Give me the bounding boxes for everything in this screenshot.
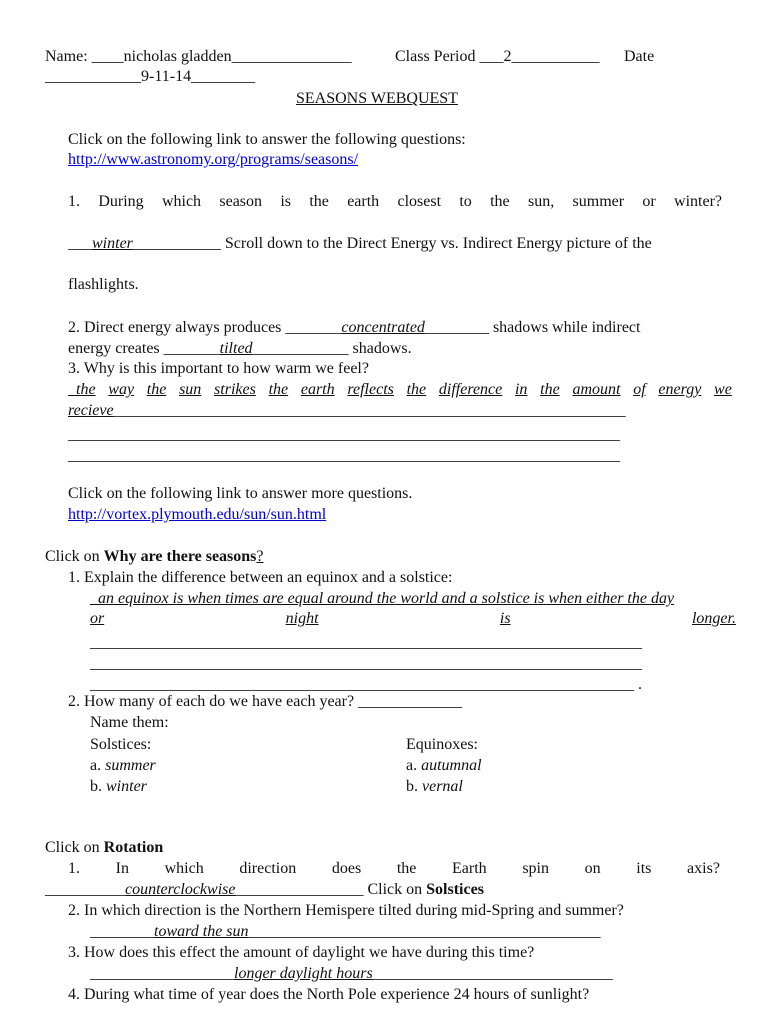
blank-answer-line-5: ____________________________________________________________________ . — [90, 676, 642, 693]
answer-word: of — [633, 381, 646, 398]
question-word: does — [331, 860, 362, 877]
click-rotation — [45, 838, 163, 858]
answer-winter-solstice: winter — [106, 778, 147, 795]
section2-q1-answer-1: _an equinox is when times are equal around the world and a solstice is when either the day — [90, 590, 675, 607]
answer-underline-lead: ___ — [68, 235, 92, 252]
class-period-value: 2 — [503, 48, 512, 65]
answer-word: earth — [300, 381, 335, 398]
answer-word: the — [540, 381, 560, 398]
answer-underline-tail: ________________ — [235, 881, 364, 898]
answer-concentrated: concentrated — [341, 319, 425, 336]
section1-question-3: 3. Why is this important to how warm we feel? — [68, 360, 369, 377]
question-word: winter? — [674, 193, 722, 210]
question-mark: ? — [256, 548, 264, 565]
solstices-label: Solstices: — [90, 736, 152, 753]
click-on-text: Click on — [367, 881, 427, 898]
question-word: the — [396, 860, 417, 877]
answer-underline-tail: ___________ — [132, 235, 221, 252]
letter-a: a. — [406, 757, 418, 774]
question-word: 1. — [68, 193, 80, 210]
date-label: Date — [624, 48, 655, 65]
answer-underline-tail: ______________________________ — [372, 965, 613, 982]
section2-link[interactable]: http://vortex.plymouth.edu/sun/sun.html — [68, 506, 327, 523]
q2-text-d: ____________ shadows. — [252, 340, 412, 357]
section3-question-1 — [68, 859, 720, 879]
why-seasons-target[interactable]: Why are there seasons — [103, 548, 257, 565]
answer-word: the — [268, 381, 289, 398]
question-word: Earth — [452, 860, 487, 877]
letter-b: b. — [90, 778, 102, 795]
class-label: Class Period ___ — [395, 48, 504, 65]
section1-question-2 — [68, 318, 640, 338]
section1-q1-answer-line — [68, 234, 652, 254]
question-word: spin — [522, 860, 549, 877]
click-on-text: Click on — [45, 548, 104, 565]
solstice-a — [90, 756, 156, 776]
answer-word: or — [90, 610, 105, 627]
blank-answer-line-1: _____________________________________________________________________ — [68, 426, 620, 443]
question-word: the — [309, 193, 329, 210]
scroll-instruction-cont: flashlights. — [68, 276, 139, 293]
answer-word: _the — [68, 381, 96, 398]
answer-winter: winter — [92, 235, 133, 252]
answer-word: way — [108, 381, 135, 398]
answer-line-tail: ________________________________________________________________ — [113, 402, 626, 419]
click-why-seasons — [45, 547, 264, 567]
answer-counterclockwise: counterclockwise — [125, 881, 236, 898]
section1-intro: Click on the following link to answer the following questions: — [68, 131, 466, 148]
date-value: 9-11-14 — [141, 68, 192, 85]
date-underline-tail: ________ — [191, 68, 256, 85]
section1-question-2-cont — [68, 339, 412, 359]
scroll-instruction: Scroll down to the Direct Energy vs. Indirect Energy picture of the — [224, 235, 652, 252]
page-title: SEASONS WEBQUEST — [296, 90, 458, 107]
section1-question-1 — [68, 192, 722, 212]
equinox-b — [406, 777, 463, 797]
section3-q3-answer — [90, 964, 613, 984]
answer-summer: summer — [105, 757, 156, 774]
question-word: axis? — [687, 860, 720, 877]
section1-link[interactable]: http://www.astronomy.org/programs/seasons/ — [68, 151, 359, 168]
question-word: summer — [572, 193, 625, 210]
answer-longer-daylight: longer daylight hours — [234, 965, 373, 982]
answer-word: strikes — [214, 381, 256, 398]
question-word: earth — [347, 193, 380, 210]
section2-intro: Click on the following link to answer more questions. — [68, 485, 413, 502]
answer-underline-lead: ________ — [90, 923, 154, 940]
name-label: Name: ____ — [45, 48, 124, 65]
solstices-target[interactable]: Solstices — [426, 881, 484, 898]
question-word: the — [490, 193, 510, 210]
answer-toward-the-sun: toward the sun — [154, 923, 249, 940]
q2-text-a: 2. Direct energy always produces _______ — [68, 319, 342, 336]
answer-underline-lead: __________________ — [90, 965, 234, 982]
question-word: sun, — [527, 193, 555, 210]
section1-q3-answer-1 — [68, 380, 732, 400]
q2-text-c: energy creates _______ — [68, 340, 220, 357]
section2-question-2: 2. How many of each do we have each year? _____________ — [68, 693, 463, 710]
question-word: direction — [239, 860, 297, 877]
class-underline: ___________ — [511, 48, 600, 65]
answer-word: reflects — [347, 381, 394, 398]
equinoxes-label: Equinoxes: — [406, 736, 478, 753]
click-on-text: Click on — [45, 839, 104, 856]
question-word: is — [280, 193, 292, 210]
answer-vernal: vernal — [422, 778, 463, 795]
answer-word: sun — [179, 381, 202, 398]
equinox-a — [406, 756, 482, 776]
section3-question-4: 4. During what time of year does the North Pole experience 24 hours of sunlight? — [68, 986, 590, 1003]
section3-q2-answer — [90, 922, 601, 942]
section3-q1-answer-line — [45, 880, 484, 900]
answer-underline-tail: ____________________________________________ — [248, 923, 601, 940]
question-word: In — [115, 860, 129, 877]
answer-tilted: tilted — [219, 340, 253, 357]
answer-word: difference — [438, 381, 503, 398]
date-underline-lead: ____________ — [45, 68, 141, 85]
question-word: which — [161, 193, 202, 210]
answer-word: is — [499, 610, 511, 627]
question-word: which — [164, 860, 204, 877]
question-word: season — [219, 193, 263, 210]
section1-q3-answer-2 — [68, 401, 626, 421]
question-word: or — [642, 193, 656, 210]
date-line — [45, 67, 255, 87]
answer-word: the — [146, 381, 167, 398]
question-word: its — [636, 860, 652, 877]
answer-word: longer. — [691, 610, 736, 627]
answer-word: energy — [658, 381, 702, 398]
section2-question-1: 1. Explain the difference between an equinox and a solstice: — [68, 569, 453, 586]
question-word: to — [459, 193, 472, 210]
question-word: 1. — [68, 860, 80, 877]
name-line — [45, 47, 352, 67]
rotation-target[interactable]: Rotation — [103, 839, 164, 856]
question-word: on — [584, 860, 601, 877]
question-word: closest — [397, 193, 442, 210]
class-period-line — [395, 47, 599, 67]
answer-word: we — [714, 381, 732, 398]
answer-recieve: recieve — [68, 402, 114, 419]
name-them-label: Name them: — [90, 714, 169, 731]
blank-answer-line-4: _____________________________________________________________________ — [90, 655, 642, 672]
answer-autumnal: autumnal — [421, 757, 482, 774]
student-name: nicholas gladden — [123, 48, 232, 65]
answer-word: in — [514, 381, 528, 398]
letter-b: b. — [406, 778, 418, 795]
blank-answer-line-3: _____________________________________________________________________ — [90, 634, 642, 651]
solstice-b — [90, 777, 147, 797]
name-underline: _______________ — [231, 48, 352, 65]
blank-answer-line-2: _____________________________________________________________________ — [68, 447, 620, 464]
answer-underline-lead: __________ — [45, 881, 125, 898]
answer-word: the — [406, 381, 427, 398]
question-word: During — [98, 193, 144, 210]
section2-q1-answer-2 — [90, 609, 736, 629]
q2-text-b: ________ shadows while indirect — [424, 319, 641, 336]
section3-question-2: 2. In which direction is the Northern Hemispere tilted during mid-Spring and summer? — [68, 902, 624, 919]
answer-word: night — [285, 610, 319, 627]
letter-a: a. — [90, 757, 102, 774]
answer-word: amount — [572, 381, 621, 398]
section3-question-3: 3. How does this effect the amount of daylight we have during this time? — [68, 944, 535, 961]
